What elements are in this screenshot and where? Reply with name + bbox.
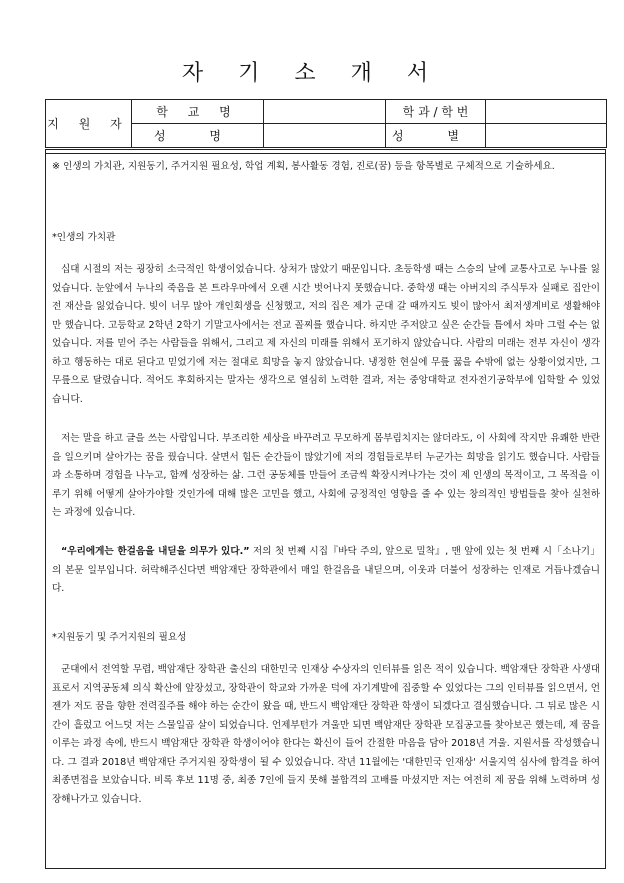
essay-paragraph-3 — [52, 543, 600, 599]
instruction-note-text: ※ 인생의 가치관, 지원동기, 주거지원 필요성, 학업 계획, 봉사활동 경험, 진로(꿈) 등을 항목별로 구체적으로 기술하세요. — [52, 161, 555, 172]
school-name-field[interactable] — [264, 100, 386, 124]
name-field[interactable] — [264, 124, 386, 148]
document-title: 자 기 소 개 서 — [181, 61, 443, 86]
name-label: 성 명 — [132, 124, 264, 148]
school-name-label: 학 교 명 — [132, 100, 264, 124]
section-heading-values-text: *인생의 가치관 — [52, 232, 116, 243]
essay-paragraph-1 — [52, 261, 600, 409]
major-student-id-field[interactable] — [486, 100, 607, 124]
essay-paragraph-4-text: 군대에서 전역할 무렵, 백암재단 장학관 출신의 대한민국 인재상 수상자의 인터뷰를 읽은 적이 있습니다. 백암재단 장학관 사생대표로서 지역공동체 의식 확산에 앞장섰고, 장학관이 학교와 가까운 덕에 자기계발에 집중할 수 있었다는 그의 인터뷰를 읽으면서, 언젠가 저도 꿈을 향한 전력질주를 해야 하는 순간이 왔을 때, 반드시 백암재단 장학관 학생이 되겠다고 결심했습니다. 그 뒤로 많은 시간이 흘렀고 어느덧 저는 스물일곱 살이 되었습니다. 언제부턴가 겨울만 되면 백암재단 장학관 모집공고를 찾아보곤 했는데, 제 꿈을 이루는 과정 속에, 반드시 백암재단 장학관 학생이어야 한다는 확신이 들어 간절한 마음을 담아 2018년 겨울. 지원서를 작성했습니다. 그 결과 2018년 백암재단 주거지원 장학생이 될 수 있었습니다. 작년 11월에는 '대한민국 인재상' 서울지역 심사에 합격을 하여 최종면접을 보았습니다. 비록 후보 11명 중, 최종 7인에 들지 못해 불합격의 고배를 마셨지만 저는 여전히 제 꿈을 위해 노력하며 성장해나가고 있습니다. — [52, 664, 600, 805]
section-heading-motivation-text: *지원동기 및 주거지원의 필요성 — [52, 632, 187, 643]
essay-paragraph-2 — [52, 430, 600, 523]
poem-quote-description: 저의 첫 번째 시집『바닥 주의, 앞으로 밀착』, 맨 앞에 있는 첫 번째 시「소나기」의 본문 일부입니다. 허락해주신다면 백암재단 장학관에서 매일 한걸음을 내딛으며, 이웃과 더불어 성장하는 인재로 거듭나겠습니다. — [52, 546, 600, 594]
section-heading-values — [52, 229, 600, 248]
gender-label: 성 별 — [386, 124, 486, 148]
gender-field[interactable] — [486, 124, 607, 148]
essay-paragraph-3-text — [52, 543, 600, 599]
applicant-label: 지 원 자 — [46, 100, 132, 148]
section-heading-motivation — [52, 629, 600, 648]
poem-quote: “우리에게는 한걸음을 내딛을 의무가 있다.” — [61, 546, 250, 557]
major-student-id-label: 학 과 / 학 번 — [386, 100, 486, 124]
applicant-info-table — [45, 99, 607, 148]
instruction-note — [52, 158, 600, 177]
essay-paragraph-1-text: 십대 시절의 저는 굉장히 소극적인 학생이었습니다. 상처가 많았기 때문입니다. 초등학생 때는 스승의 날에 교통사고로 누나를 잃었습니다. 눈앞에서 누나의 죽음을 본 트라우마에서 오랜 시간 벗어나지 못했습니다. 중학생 때는 아버지의 주식투자 실패로 집안이 전 재산을 잃었습니다. 빚이 너무 많아 개인회생을 신청했고, 저의 집은 제가 군대 갈 때까지도 빚이 많아서 최저생계비로 생활해야만 했습니다. 고등학교 2학년 2학기 기말고사에서는 전교 꼴찌를 했습니다. 하지만 주저앉고 싶은 순간들 틈에서 차마 그럴 수는 없었습니다. 저를 믿어 주는 사람들을 위해서, 그리고 제 자신의 미래를 위해서 포기하지 않았습니다. 사람의 미래는 전부 자신이 생각하고 행동하는 대로 된다고 믿었기에 저는 절대로 희망을 놓지 않았습니다. 냉정한 현실에 무릎 꿇을 수밖에 없는 상황이었지만, 그 무릎으로 달렸습니다. 적어도 후회하지는 말자는 생각으로 열심히 노력한 결과, 저는 중앙대학교 전자전기공학부에 입학할 수 있었습니다. — [52, 264, 600, 405]
essay-paragraph-4 — [52, 661, 600, 809]
essay-paragraph-2-text: 저는 말을 하고 글을 쓰는 사람입니다. 부조리한 세상을 바꾸려고 무모하게 몸부림치지는 않더라도, 이 사회에 작지만 유쾌한 반란을 일으키며 살아가는 꿈을 꿨습니다. 살면서 힘든 순간들이 많았기에 저의 경험들로부터 누군가는 희망을 읽기도 했습니다. 사람들과 소통하며 경험을 나누고, 함께 성장하는 삶. 그런 공동체를 만들어 조금씩 확장시켜나가는 것이 제 인생의 목적이고, 그 목적을 이루기 위해 어떻게 살아가야할 것인가에 대해 많은 고민을 했고, 사회에 긍정적인 영향을 줄 수 있는 창의적인 방법들을 찾아 실천하는 과정에 있습니다. — [52, 433, 600, 518]
